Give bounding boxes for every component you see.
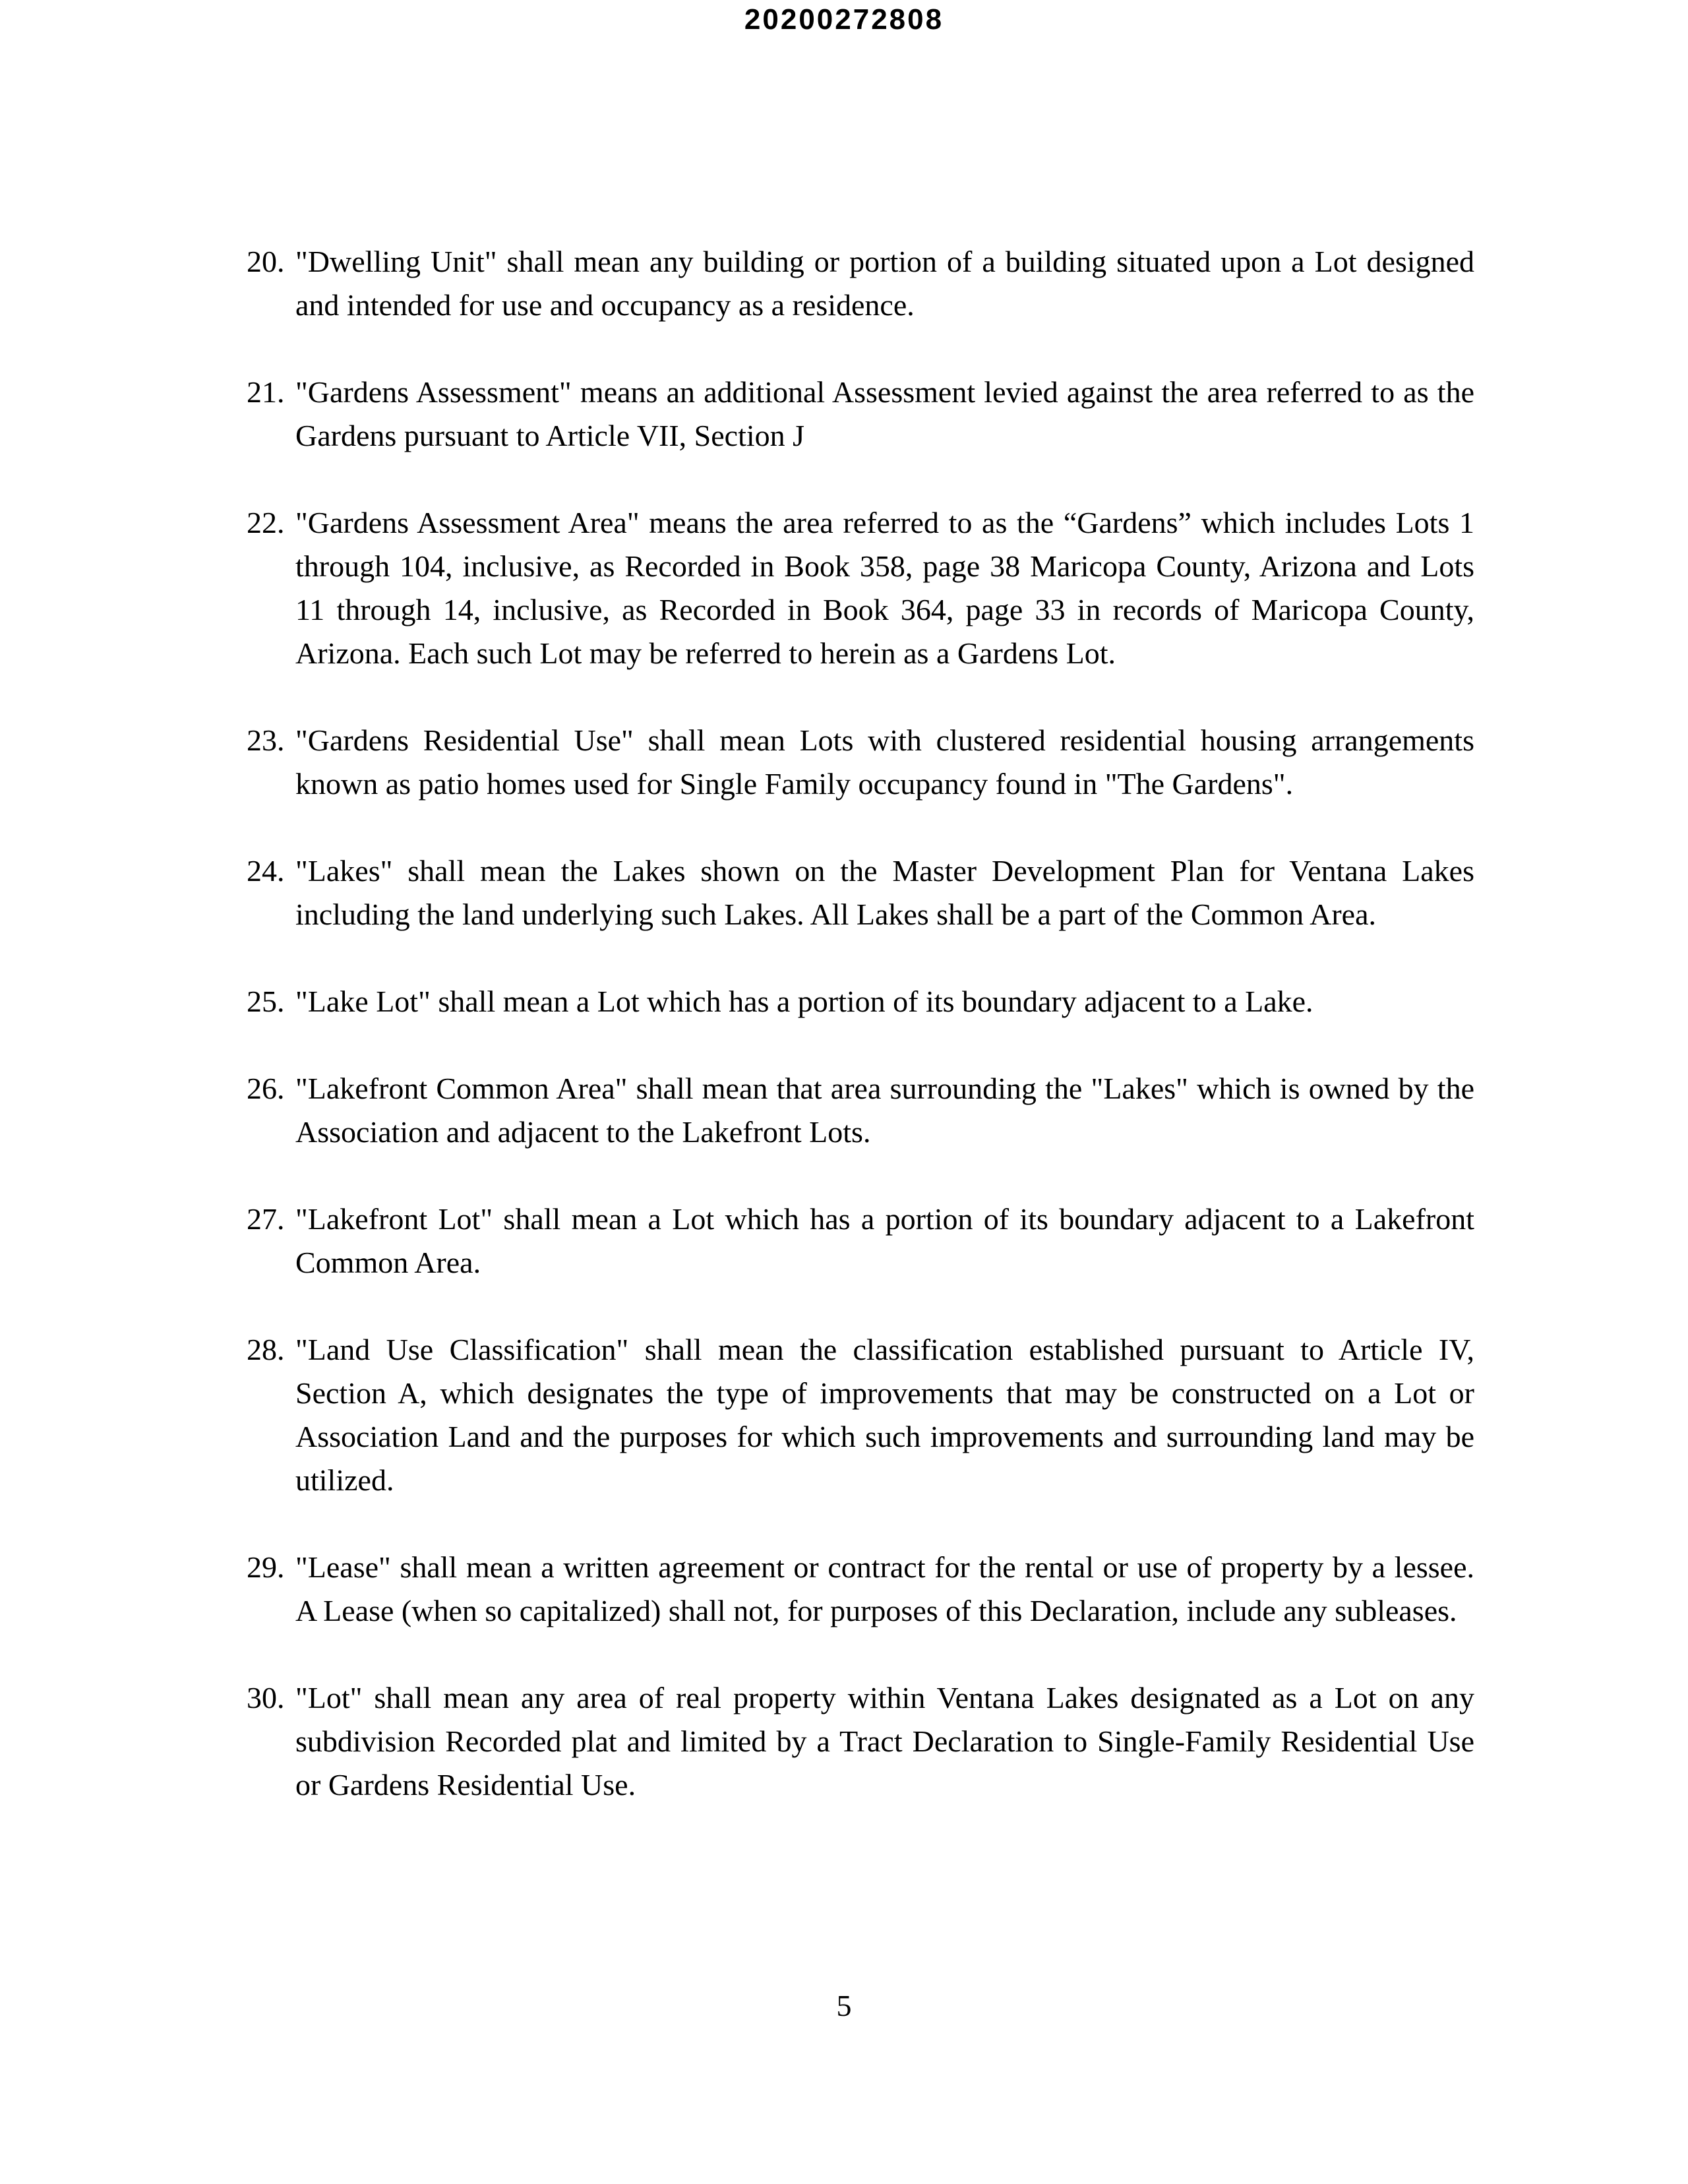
definition-number: 30. <box>247 1681 285 1714</box>
definition-text: "Lot" shall mean any area of real property within Ventana Lakes designated as a Lot on any subdivision Recorded plat and limited by a Tract Declaration to Single-Family Residential Use or Gardens Residential Use. <box>295 1681 1474 1802</box>
definition-text: "Lease" shall mean a written agreement or contract for the rental or use of property by a lessee. A Lease (when so capitalized) shall not, for purposes of this Declaration, include any subleases. <box>295 1550 1474 1627</box>
page-number: 5 <box>836 1989 852 2022</box>
definition-item <box>247 980 1474 1023</box>
definition-text: "Dwelling Unit" shall mean any building or portion of a building situated upon a Lot designed and intended for use and occupancy as a residence. <box>295 245 1474 322</box>
definition-number: 25. <box>247 985 285 1018</box>
definition-text: "Gardens Assessment" means an additional Assessment levied against the area referred to as the Gardens pursuant to Article VII, Section J <box>295 375 1474 452</box>
definitions-list <box>247 240 1474 1807</box>
definition-number: 22. <box>247 506 285 539</box>
definition-text: "Gardens Residential Use" shall mean Lots with clustered residential housing arrangements known as patio homes used for Single Family occupancy found in "The Gardens". <box>295 723 1474 801</box>
definition-item <box>247 501 1474 675</box>
definition-number: 21. <box>247 375 285 409</box>
definition-text: "Lake Lot" shall mean a Lot which has a portion of its boundary adjacent to a Lake. <box>295 985 1313 1018</box>
definition-number: 23. <box>247 723 285 757</box>
definition-text: "Lakefront Common Area" shall mean that area surrounding the "Lakes" which is owned by the Association and adjacent to the Lakefront Lots. <box>295 1072 1474 1149</box>
definition-text: "Land Use Classification" shall mean the classification established pursuant to Article IV, Section A, which designates the type of improvements that may be constructed on a Lot or Association Land and the purposes for which such improvements and surrounding land may be utilized. <box>295 1333 1474 1497</box>
definition-number: 26. <box>247 1072 285 1105</box>
recording-number: 20200272808 <box>744 3 944 36</box>
definition-number: 29. <box>247 1550 285 1584</box>
definition-number: 24. <box>247 854 285 888</box>
definition-item <box>247 1328 1474 1502</box>
definition-item <box>247 719 1474 806</box>
definition-text: "Gardens Assessment Area" means the area referred to as the “Gardens” which includes Lots 1 through 104, inclusive, as Recorded in Book 358, page 38 Maricopa County, Arizona and Lots 11 through 14, inclusive, as Recorded in Book 364, page 33 in records of Maricopa County, Arizona. Each such Lot may be referred to herein as a Gardens Lot. <box>295 506 1474 670</box>
definition-number: 28. <box>247 1333 285 1366</box>
definition-text: "Lakes" shall mean the Lakes shown on the Master Development Plan for Ventana Lakes including the land underlying such Lakes. All Lakes shall be a part of the Common Area. <box>295 854 1474 931</box>
definition-number: 27. <box>247 1202 285 1236</box>
definition-text: "Lakefront Lot" shall mean a Lot which has a portion of its boundary adjacent to a Lakefront Common Area. <box>295 1202 1474 1279</box>
definition-item <box>247 849 1474 936</box>
definition-item <box>247 240 1474 327</box>
definition-item <box>247 1676 1474 1807</box>
definition-item <box>247 1546 1474 1633</box>
definition-item <box>247 1067 1474 1154</box>
definition-item <box>247 371 1474 458</box>
definition-number: 20. <box>247 245 285 278</box>
definition-item <box>247 1198 1474 1285</box>
